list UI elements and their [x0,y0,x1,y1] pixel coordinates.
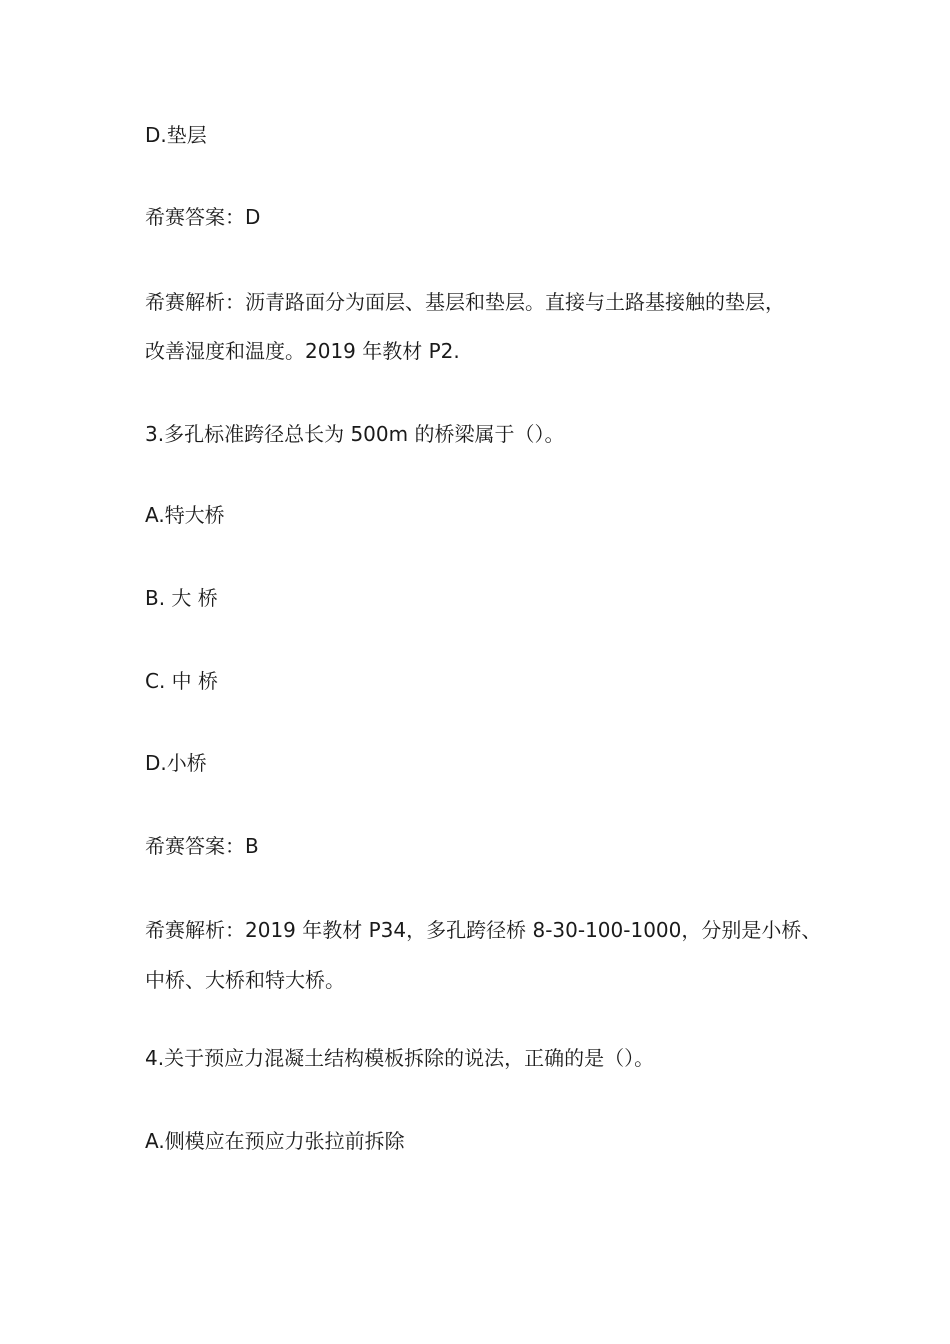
option-b-line: B. 大 桥 [145,586,218,610]
question-3-line: 3.多孔标准跨径总长为 500m 的桥梁属于（）。 [145,422,565,446]
option-d-line: D.垫层 [145,123,207,147]
explanation-line-continued: 改善湿度和温度。2019 年教材 P2. [145,339,460,363]
question-4-line: 4.关于预应力混凝土结构模板拆除的说法，正确的是（）。 [145,1046,655,1070]
option-a-line: A.侧模应在预应力张拉前拆除 [145,1129,405,1153]
answer-line: 希赛答案：D [145,205,261,229]
explanation-line-continued: 中桥、大桥和特大桥。 [145,968,345,992]
answer-line: 希赛答案：B [145,834,259,858]
option-a-line: A.特大桥 [145,503,225,527]
explanation-line: 希赛解析：2019 年教材 P34，多孔跨径桥 8-30-100-1000，分别是小桥、 [145,918,822,942]
option-c-line: C. 中 桥 [145,669,219,693]
option-d-line: D.小桥 [145,751,207,775]
explanation-line: 希赛解析：沥青路面分为面层、基层和垫层。直接与土路基接触的垫层， [145,290,785,314]
